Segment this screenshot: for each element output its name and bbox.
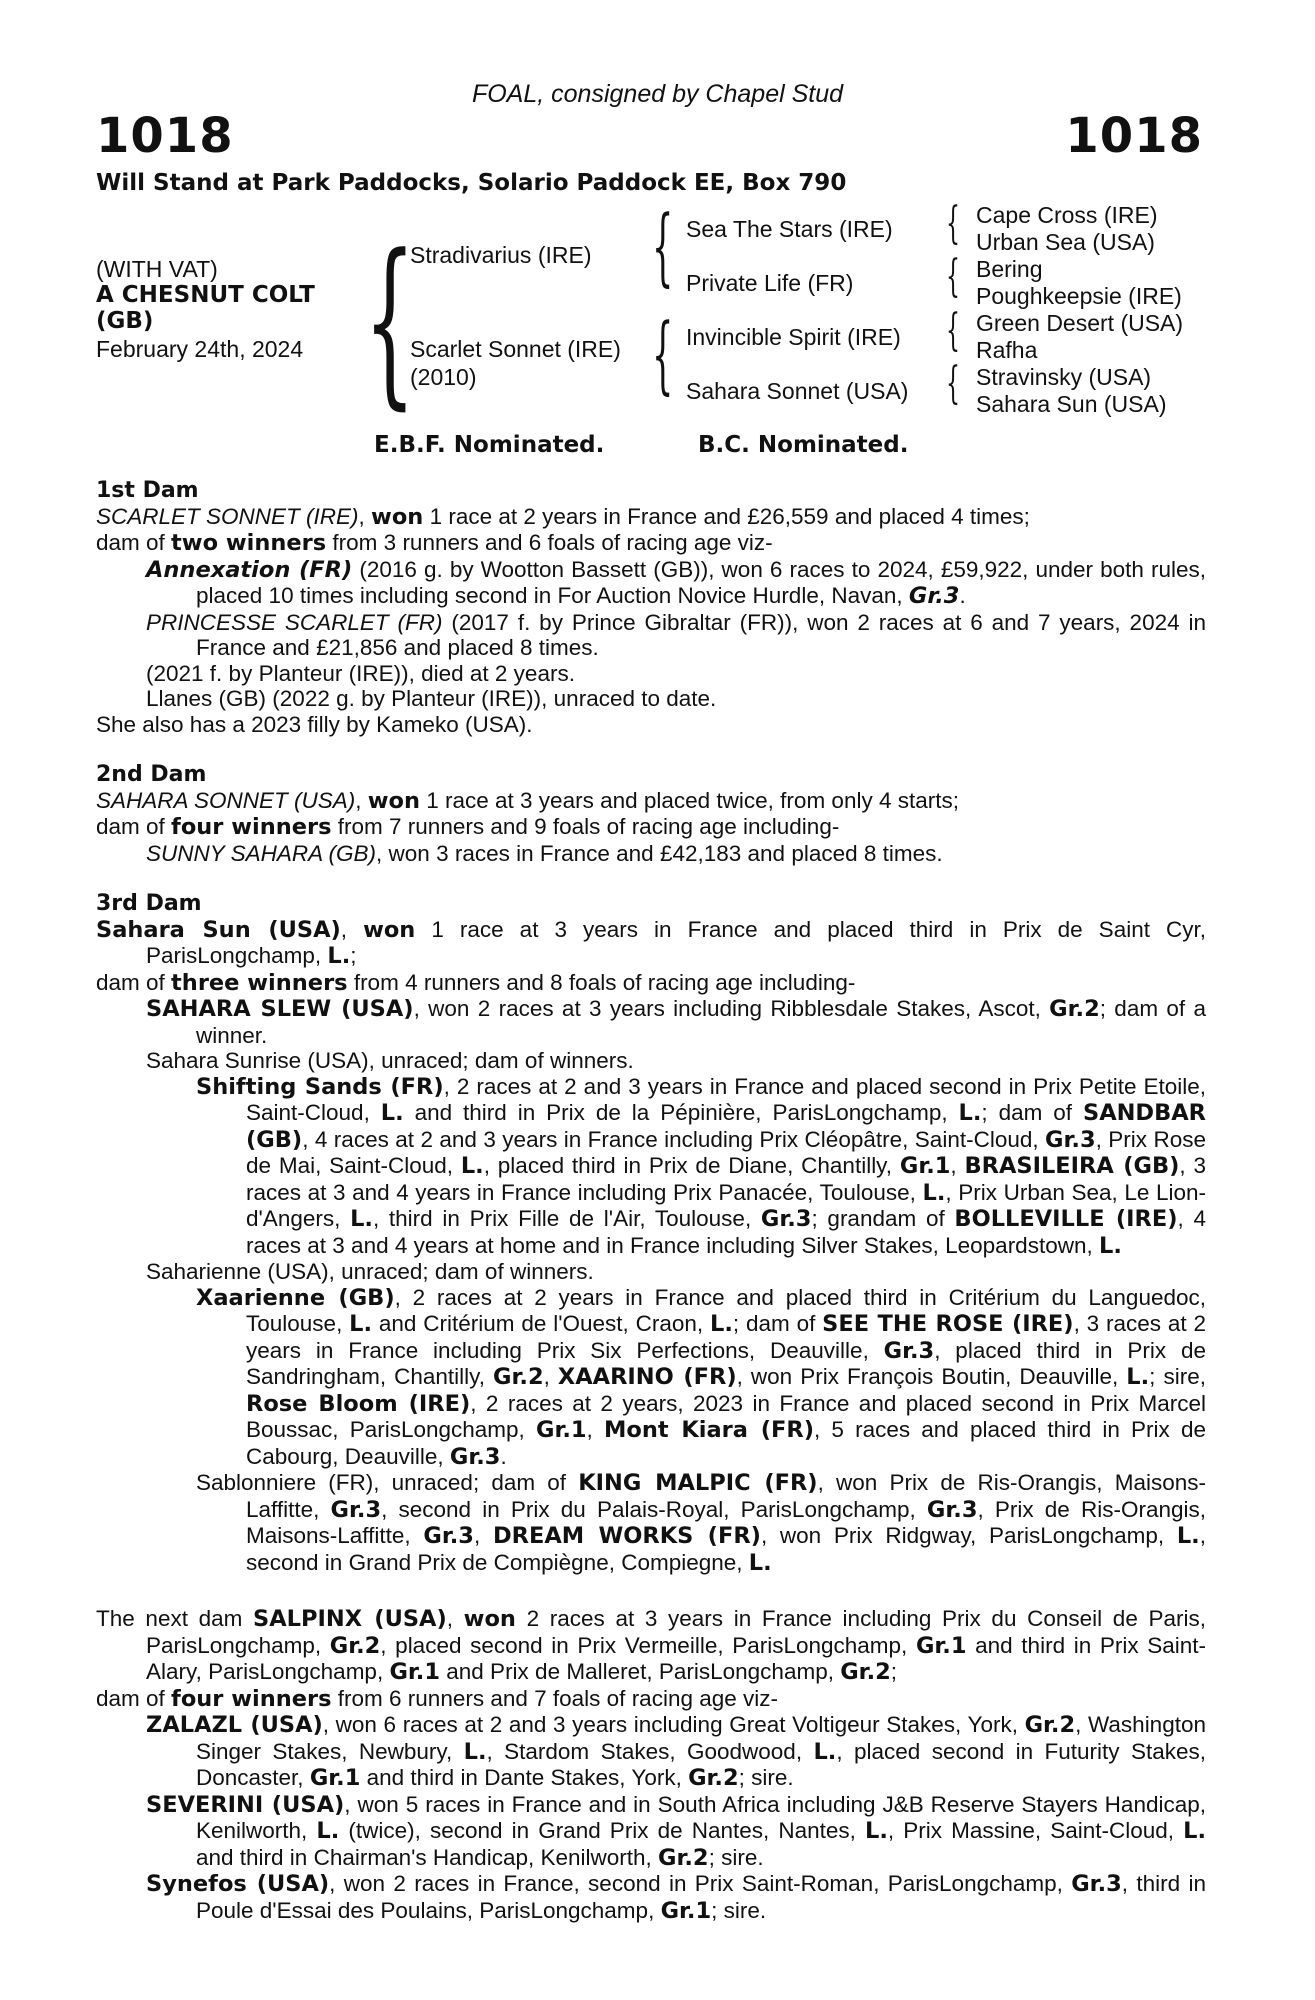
sire-sire: Sea The Stars (IRE) bbox=[686, 216, 893, 242]
horse-name: A CHESNUT COLT bbox=[96, 282, 315, 308]
dam-sire: Invincible Spirit (IRE) bbox=[686, 324, 901, 350]
dam3-produce-e: Xaarienne (GB), 2 races at 2 years in France and placed third in Critérium du Languedoc, Toulouse, L. and Critérium de l'Ouest, Craon, L.; dam of SEE THE ROSE (IRE), 3 races at 2 years in France including Prix Six Perfections, Deauville, Gr.3, placed third in Prix de Sandringham, Chantilly, Gr.2, XAARINO (FR), won Prix François Boutin, Deauville, L.; sire, Rose Bloom (IRE), 2 races at 2 years, 2023 in France and placed second in Prix Marcel Boussac, ParisLongchamp, Gr.1, Mont Kiara (FR), 5 races and placed third in Prix de Cabourg, Deauville, Gr.3. bbox=[196, 1284, 1206, 1470]
dam1-produce-4: Llanes (GB) (2022 g. by Planteur (IRE)), unraced to date. bbox=[146, 686, 717, 711]
dam-dam: Sahara Sonnet (USA) bbox=[686, 378, 909, 404]
nextdam-line2: dam of four winners from 6 runners and 7 foals of racing age viz- bbox=[96, 1685, 779, 1712]
dam3-produce-b: Sahara Sunrise (USA), unraced; dam of winners. bbox=[146, 1048, 634, 1073]
nextdam-line1: The next dam SALPINX (USA), won 2 races at 3 years in France including Prix du Conseil de Paris, ParisLongchamp, Gr.2, placed second in Prix Vermeille, ParisLongchamp, Gr.1 and third in Prix Saint-Alary, ParisLongchamp, Gr.1 and Prix de Malleret, ParisLongchamp, Gr.2; bbox=[96, 1606, 1206, 1685]
gen3-6: Rafha bbox=[976, 337, 1038, 363]
dam1-line1: SCARLET SONNET (IRE), won 1 race at 2 years in France and £26,559 and placed 4 times; bbox=[96, 503, 1030, 530]
gen3-5: Green Desert (USA) bbox=[976, 310, 1184, 336]
brace-ss: { bbox=[946, 198, 960, 249]
gen3-8: Sahara Sun (USA) bbox=[976, 391, 1167, 417]
dam3-produce-f: Sablonniere (FR), unraced; dam of KING MALPIC (FR), won Prix de Ris-Orangis, Maisons-Laffitte, Gr.3, second in Prix du Palais-Royal, ParisLongchamp, Gr.3, Prix de Ris-Orangis, Maisons-Laffitte, Gr.3, DREAM WORKS (FR), won Prix Ridgway, ParisLongchamp, L., second in Grand Prix de Compiègne, Compiegne, L. bbox=[196, 1470, 1206, 1576]
dam3-line2: dam of three winners from 4 runners and 8 foals of racing age including- bbox=[96, 969, 856, 996]
dam2-heading: 2nd Dam bbox=[96, 762, 207, 787]
bc-nomination: B.C. Nominated. bbox=[698, 432, 909, 458]
pedigree-notes bbox=[96, 478, 1206, 1924]
dam1-produce-2: PRINCESSE SCARLET (FR) (2017 f. by Prince Gibraltar (FR)), won 2 races at 6 and 7 years, 2024 in France and £21,856 and placed 8 times. bbox=[146, 609, 1206, 660]
nextdam-produce-zalazl: ZALAZL (USA), won 6 races at 2 and 3 years including Great Voltigeur Stakes, York, Gr.2, Washington Singer Stakes, Newbury, L., Stardom Stakes, Goodwood, L., placed second in Futurity Stakes, Doncaster, Gr.1 and third in Dante Stakes, York, Gr.2; sire. bbox=[146, 1712, 1206, 1791]
dam3-produce-c: Shifting Sands (FR), 2 races at 2 and 3 years in France and placed second in Prix Petite Etoile, Saint-Cloud, L. and third in Prix de la Pépinière, ParisLongchamp, L.; dam of SANDBAR (GB), 4 races at 2 and 3 years in France including Prix Cléopâtre, Saint-Cloud, Gr.3, Prix Rose de Mai, Saint-Cloud, L., placed third in Prix de Diane, Chantilly, Gr.1, BRASILEIRA (GB), 3 races at 3 and 4 years in France including Prix Panacée, Toulouse, L., Prix Urban Sea, Le Lion-d'Angers, L., third in Prix Fille de l'Air, Toulouse, Gr.3; grandam of BOLLEVILLE (IRE), 4 races at 3 and 4 years at home and in France including Silver Stakes, Leopardstown, L. bbox=[196, 1073, 1206, 1259]
horse-name-suffix: (GB) bbox=[96, 308, 154, 334]
dam1-produce-5: She also has a 2023 filly by Kameko (USA). bbox=[96, 711, 533, 737]
dam-name: Scarlet Sonnet (IRE) bbox=[410, 336, 621, 362]
brace-sd: { bbox=[946, 251, 960, 302]
sire-name: Stradivarius (IRE) bbox=[410, 242, 592, 268]
gen3-4: Poughkeepsie (IRE) bbox=[976, 283, 1182, 309]
dam-year: (2010) bbox=[410, 364, 477, 390]
dam1-produce-3: (2021 f. by Planteur (IRE)), died at 2 years. bbox=[146, 660, 575, 686]
sire-dam: Private Life (FR) bbox=[686, 270, 854, 296]
dam1-produce-1: Annexation (FR) (2016 g. by Wootton Bassett (GB)), won 6 races to 2024, £59,922, under both rules, placed 10 times including second in For Auction Novice Hurdle, Navan, Gr.3. bbox=[146, 556, 1206, 609]
nextdam-produce-synefos: Synefos (USA), won 2 races in France, second in Prix Saint-Roman, ParisLongchamp, Gr.3, third in Poule d'Essai des Poulains, ParisLongchamp, Gr.1; sire. bbox=[146, 1871, 1206, 1924]
vat-note: (WITH VAT) bbox=[96, 256, 218, 282]
dam3-line1: Sahara Sun (USA), won 1 race at 3 years in France and placed third in Prix de Saint Cyr, ParisLongchamp, L.; bbox=[96, 916, 1206, 969]
horse-dob: February 24th, 2024 bbox=[96, 336, 304, 362]
consignment-line: FOAL, consigned by Chapel Stud bbox=[471, 80, 844, 108]
ebf-nomination: E.B.F. Nominated. bbox=[374, 432, 605, 458]
gen3-1: Cape Cross (IRE) bbox=[976, 202, 1158, 228]
pedigree-brace-sire: { bbox=[652, 197, 674, 295]
gen3-7: Stravinsky (USA) bbox=[976, 364, 1152, 390]
dam3-produce-d: Saharienne (USA), unraced; dam of winners. bbox=[146, 1259, 594, 1284]
dam3-produce-a: SAHARA SLEW (USA), won 2 races at 3 years including Ribblesdale Stakes, Ascot, Gr.2; dam of a winner. bbox=[146, 996, 1206, 1048]
pedigree-brace-main: { bbox=[364, 217, 416, 426]
lot-number-right: 1018 bbox=[1065, 108, 1203, 164]
dam2-line2: dam of four winners from 7 runners and 9 foals of racing age including- bbox=[96, 814, 840, 840]
dam1-line2: dam of two winners from 3 runners and 6 foals of racing age viz- bbox=[96, 530, 773, 556]
brace-ds: { bbox=[946, 305, 960, 356]
dam2-produce-1: SUNNY SAHARA (GB), won 3 races in France and £42,183 and placed 8 times. bbox=[146, 840, 943, 866]
dam2-line1: SAHARA SONNET (USA), won 1 race at 3 years and placed twice, from only 4 starts; bbox=[96, 787, 959, 814]
gen3-2: Urban Sea (USA) bbox=[976, 229, 1155, 255]
lot-number-left: 1018 bbox=[96, 108, 234, 164]
nextdam-produce-severini: SEVERINI (USA), won 5 races in France and in South Africa including J&B Reserve Stayers Handicap, Kenilworth, L. (twice), second in Grand Prix de Nantes, Nantes, L., Prix Massine, Saint-Cloud, L. and third in Chairman's Handicap, Kenilworth, Gr.2; sire. bbox=[146, 1791, 1206, 1871]
gen3-3: Bering bbox=[976, 256, 1043, 282]
pedigree-brace-dam: { bbox=[652, 305, 674, 403]
dam3-heading: 3rd Dam bbox=[96, 891, 202, 916]
dam1-heading: 1st Dam bbox=[96, 478, 199, 503]
stand-location: Will Stand at Park Paddocks, Solario Paddock EE, Box 790 bbox=[96, 170, 847, 196]
brace-dd: { bbox=[946, 358, 960, 409]
